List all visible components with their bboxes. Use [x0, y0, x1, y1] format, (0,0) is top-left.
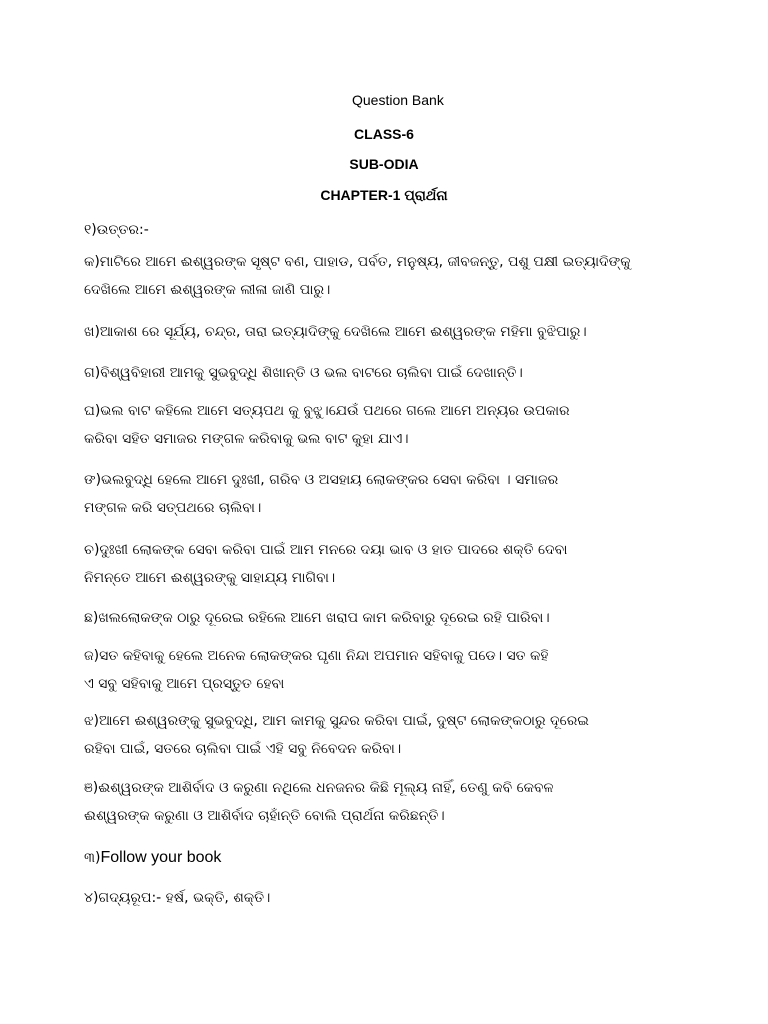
answer-line: କ)ମାଟିରେ ଆମେ ଈଶ୍ୱରଙ୍କ ସୃଷ୍ଟ ବଣ, ପାହାଡ, ପର୍ବତ, ମନୁଷ୍ୟ, ଜୀବଜନ୍ତୁ, ପଶୁ ପକ୍ଷୀ ଇତ୍ୟାଦିଙ୍କୁ: [84, 254, 631, 270]
answer-line: କରିବା ସହିତ ସମାଜର ମଙ୍ଗଳ କରିବାକୁ ଭଲ ବାଟ କୁହା ଯାଏ।: [84, 431, 409, 447]
follow-book-line: [84, 844, 221, 872]
answer-line: ଜ)ସତ କହିବାକୁ ହେଲେ ଅନେକ ଲୋକଙ୍କର ଘୃଣା ନିନ୍ଦା ଅପମାନ ସହିବାକୁ ପଡେ। ସତ କହି: [84, 648, 549, 664]
follow-number: ୩): [84, 850, 101, 866]
answer-chha: [84, 604, 684, 632]
answer-line: ଏ ସବୁ ସହିବାକୁ ଆମେ ପ୍ରସ୍ତୁତ ହେବା: [84, 676, 285, 692]
answer-ka: [84, 248, 684, 304]
answer-line: ଖ)ଆକାଶ ରେ ସୂର୍ଯ୍ୟ, ଚନ୍ଦ୍ର, ତାରା ଇତ୍ୟାଦିଙ୍କୁ ଦେଖିଲେ ଆମେ ଈଶ୍ୱରଙ୍କ ମହିମା ବୁଝିପାରୁ।: [84, 324, 587, 340]
chapter-heading: CHAPTER-1 ପ୍ରାର୍ଥନା: [320, 187, 448, 203]
answer-jha: [84, 707, 684, 763]
answer-line: ଦେଖିଲେ ଆମେ ଈଶ୍ୱରଙ୍କ ଲୀଳା ଜାଣି ପାରୁ।: [84, 282, 331, 298]
answer-line: ଛ)ଖଲଲୋକଙ୍କ ଠାରୁ ଦୂରେଇ ରହିଲେ ଆମେ ଖରାପ କାମ କରିବାରୁ ଦୂରେଇ ରହି ପାରିବା।: [84, 610, 550, 626]
class-heading: CLASS-6: [354, 126, 414, 142]
answer-line: ଚ)ଦୁଃଖୀ ଲୋକଙ୍କ ସେବା କରିବା ପାଇଁ ଆମ ମନରେ ଦୟା ଭାବ ଓ ହାତ ପାଦରେ ଶକ୍ତି ଦେବା: [84, 542, 568, 558]
synonyms-line: ୪)ଗଦ୍ୟରୂପ:- ହର୍ଷ, ଭକ୍ତି, ଶକ୍ତି।: [84, 890, 271, 906]
answer-line: ଗ)ବିଶ୍ୱବିହାରୀ ଆମକୁ ସୁଭବୁଦ୍ଧି ଶିଖାନ୍ତି ଓ ଭଲ ବାଟରେ ଚାଲିବା ପାଇଁ ଦେଖାନ୍ତି।: [84, 365, 523, 381]
answer-line: ଘ)ଭଲ ବାଟ କହିଲେ ଆମେ ସତ୍ୟପଥ କୁ ବୁଝୁ।ଯେଉଁ ପଥରେ ଗଲେ ଆମେ ଅନ୍ୟର ଉପକାର: [84, 403, 570, 419]
answer-nya: [84, 774, 684, 830]
answer-line: ମଙ୍ଗଳ କରି ସତ୍ପଥରେ ଚାଲିବା।: [84, 500, 262, 516]
answer-line: ଞ)ଈଶ୍ୱରଙ୍କ ଆଶିର୍ବାଦ ଓ କରୁଣା ନଥିଲେ ଧନଜନର କିଛି ମୂଲ୍ୟ ନାହିଁ, ତେଣୁ କବି କେବଳ: [84, 780, 554, 796]
document-page: Question Bank CLASS-6 SUB-ODIA CHAPTER-1 ପ୍ରାର୍ଥନା ୧)ଉତ୍ତର:- କ)ମାଟିରେ ଆମେ ଈଶ୍ୱରଙ୍କ ସୃଷ୍ଟ ବଣ, ପାହାଡ, ପର୍ବତ, ମନୁଷ୍ୟ, ଜୀବଜନ୍ତୁ, ପଶୁ ପକ୍ଷୀ ଇତ୍ୟାଦିଙ୍କୁ ଦେଖିଲେ ଆମେ ଈଶ୍ୱରଙ୍କ ଲୀଳା ଜାଣି ପାରୁ। ଖ)ଆକାଶ ରେ ସୂର୍ଯ୍ୟ, ଚନ୍ଦ୍ର, ତାରା ଇତ୍ୟାଦିଙ୍କୁ ଦେଖିଲେ ଆମେ ଈଶ୍ୱରଙ୍କ ମହିମା ବୁଝିପାରୁ। ଗ)ବିଶ୍ୱବିହାରୀ ଆମକୁ ସୁଭବୁଦ୍ଧି ଶିଖାନ୍ତି ଓ ଭଲ ବାଟରେ ଚାଲିବା ପାଇଁ ଦେଖାନ୍ତି। ଘ)ଭଲ ବାଟ କହିଲେ ଆମେ ସତ୍ୟପଥ କୁ ବୁଝୁ।ଯେଉଁ ପଥରେ ଗଲେ ଆମେ ଅନ୍ୟର ଉପକାର କରିବା ସହିତ ସମାଜର ମଙ୍ଗଳ କରିବାକୁ ଭଲ ବାଟ କୁହା ଯାଏ। ଙ)ଭଲବୁଦ୍ଧି ହେଲେ ଆମେ ଦୁଃଖୀ, ଗରିବ ଓ ଅସହାୟ ଲୋକଙ୍କର ସେବା କରିବା । ସମାଜର ମଙ୍ଗଳ କରି ସତ୍ପଥରେ ଚାଲିବା। ଚ)ଦୁଃଖୀ ଲୋକଙ୍କ ସେବା କରିବା ପାଇଁ ଆମ ମନରେ ଦୟା ଭାବ ଓ ହାତ ପାଦରେ ଶକ୍ତି ଦେବା ନିମନ୍ତେ ଆମେ ଈଶ୍ୱରଙ୍କୁ ସାହାଯ୍ୟ ମାଗିବା। ଛ)ଖଲଲୋକଙ୍କ ଠାରୁ ଦୂରେଇ ରହିଲେ ଆମେ ଖରାପ କାମ କରିବାରୁ ଦୂରେଇ ରହି ପାରିବା। ଜ)ସତ କହିବାକୁ ହେଲେ ଅନେକ ଲୋକଙ୍କର ଘୃଣା ନିନ୍ଦା ଅପମାନ ସହିବାକୁ ପଡେ। ସତ କହି ଏ ସବୁ ସହିବାକୁ ଆମେ ପ୍ରସ୍ତୁତ ହେବା ଝ)ଆମେ ଈଶ୍ୱରଙ୍କୁ ସୁଭବୁଦ୍ଧି, ଆମ କାମକୁ ସୁନ୍ଦର କରିବା ପାଇଁ, ଦୁଷ୍ଟ ଲୋକଙ୍କଠାରୁ ଦୂରେଇ ରହିବା ପାଇଁ, ସତରେ ଚାଲିବା ପାଇଁ ଏହି ସବୁ ନିବେଦନ କରିବା। ଞ)ଈଶ୍ୱରଙ୍କ ଆଶିର୍ବାଦ ଓ କରୁଣା ନଥିଲେ ଧନଜନର କିଛି ମୂଲ୍ୟ ନାହିଁ, ତେଣୁ କବି କେବଳ ଈଶ୍ୱରଙ୍କ କରୁଣା ଓ ଆଶିର୍ବାଦ ଚାହାଁନ୍ତି ବୋଲି ପ୍ରାର୍ଥନା କରିଛନ୍ତି। ୩)Follow your book ୪)ଗଦ୍ୟରୂପ:- ହର୍ଷ, ଭକ୍ତି, ଶକ୍ତି।: [0, 0, 768, 1024]
answer-nga: [84, 466, 684, 522]
follow-text: Follow your book: [100, 849, 222, 866]
answer-ja: [84, 642, 684, 698]
answer-line: ଙ)ଭଲବୁଦ୍ଧି ହେଲେ ଆମେ ଦୁଃଖୀ, ଗରିବ ଓ ଅସହାୟ ଲୋକଙ୍କର ସେବା କରିବା । ସମାଜର: [84, 472, 559, 488]
answer-ga: [84, 359, 684, 387]
answer-line: ଝ)ଆମେ ଈଶ୍ୱରଙ୍କୁ ସୁଭବୁଦ୍ଧି, ଆମ କାମକୁ ସୁନ୍ଦର କରିବା ପାଇଁ, ଦୁଷ୍ଟ ଲୋକଙ୍କଠାରୁ ଦୂରେଇ: [84, 713, 589, 729]
answer-cha: [84, 536, 684, 592]
answer-line: ନିମନ୍ତେ ଆମେ ଈଶ୍ୱରଙ୍କୁ ସାହାଯ୍ୟ ମାଗିବା।: [84, 570, 336, 586]
answer-kha: [84, 318, 684, 346]
answers-section-label: ୧)ଉତ୍ତର:-: [84, 222, 149, 238]
subject-heading: SUB-ODIA: [349, 156, 419, 172]
answer-gha: [84, 397, 684, 453]
answer-line: ରହିବା ପାଇଁ, ସତରେ ଚାଲିବା ପାଇଁ ଏହି ସବୁ ନିବେଦନ କରିବା।: [84, 741, 402, 757]
answer-line: ଈଶ୍ୱରଙ୍କ କରୁଣା ଓ ଆଶିର୍ବାଦ ଚାହାଁନ୍ତି ବୋଲି ପ୍ରାର୍ଥନା କରିଛନ୍ତି।: [84, 808, 445, 824]
